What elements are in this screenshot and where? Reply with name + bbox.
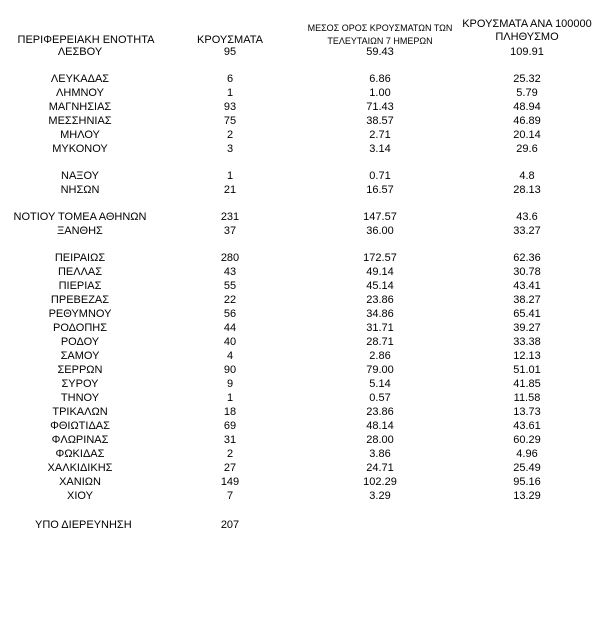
region-cell: ΠΙΕΡΙΑΣ [58,280,102,292]
header-avg7-line2: ΤΕΛΕΥΤΑΙΩΝ 7 ΗΜΕΡΩΝ [327,36,433,46]
table-row [0,321,613,335]
per100k-cell: 28.13 [513,184,541,196]
per100k-cell: 4.96 [516,448,538,460]
cases-cell: 1 [226,392,234,404]
table-row [0,100,613,114]
avg7-cell: 49.14 [366,266,394,278]
table-row [0,391,613,405]
region-cell: ΜΗΛΟΥ [60,129,100,141]
region-cell: ΣΥΡΟΥ [61,378,99,390]
table-row [0,349,613,363]
avg7-cell: 38.57 [366,115,394,127]
region-cell: ΤΗΝΟΥ [60,392,100,404]
per100k-cell: 30.78 [513,266,541,278]
region-cell: ΜΥΚΟΝΟΥ [52,143,108,155]
avg7-cell: 28.71 [366,336,394,348]
cases-cell: 90 [223,364,237,376]
region-cell: ΣΕΡΡΩΝ [57,364,103,376]
cases-cell: 37 [223,225,237,237]
table-row [0,86,613,100]
per100k-cell: 48.94 [513,101,541,113]
table-row [0,224,613,238]
region-cell: ΜΑΓΝΗΣΙΑΣ [48,101,112,113]
table-row [0,251,613,265]
per100k-cell: 38.27 [513,294,541,306]
table-row [0,419,613,433]
cases-cell: 27 [223,462,237,474]
cases-cell: 4 [226,350,234,362]
per100k-cell: 39.27 [513,322,541,334]
per100k-cell: 43.61 [513,420,541,432]
avg7-cell: 71.43 [366,101,394,113]
per100k-cell: 25.32 [513,73,541,85]
region-cell: ΠΡΕΒΕΖΑΣ [50,294,110,306]
avg7-cell: 79.00 [366,364,394,376]
avg7-cell: 24.71 [366,462,394,474]
cases-cell: 149 [220,476,240,488]
table-row [0,142,613,156]
cases-cell: 9 [226,378,234,390]
per100k-cell: 65.41 [513,308,541,320]
avg7-cell: 5.14 [369,378,391,390]
table-row [0,307,613,321]
per100k-cell: 41.85 [513,378,541,390]
per100k-cell: 95.16 [513,476,541,488]
per100k-cell: 12.13 [513,350,541,362]
table-row [0,461,613,475]
cases-cell: 1 [226,87,234,99]
avg7-cell: 36.00 [366,225,394,237]
cases-cell: 3 [226,143,234,155]
per100k-cell: 43.6 [516,211,538,223]
table-row [0,114,613,128]
region-cell: ΝΗΣΩΝ [60,184,100,196]
avg7-cell: 48.14 [366,420,394,432]
per100k-cell: 60.29 [513,434,541,446]
table-row [0,265,613,279]
cases-cell: 95 [223,46,237,58]
cases-cell: 18 [223,406,237,418]
cases-cell: 2 [226,448,234,460]
per100k-cell: 109.91 [510,46,544,58]
cases-cell: 75 [223,115,237,127]
avg7-cell: 45.14 [366,280,394,292]
region-cell: ΡΟΔΟΥ [60,336,100,348]
avg7-cell: 31.71 [366,322,394,334]
cases-cell: 31 [223,434,237,446]
region-cell: ΠΕΙΡΑΙΩΣ [54,252,106,264]
cases-cell: 2 [226,129,234,141]
region-cell: ΠΕΛΛΑΣ [57,266,103,278]
pending-cases: 207 [220,519,240,531]
cases-cell: 93 [223,101,237,113]
avg7-cell: 0.57 [369,392,391,404]
avg7-cell: 59.43 [366,46,394,58]
cases-cell: 7 [226,490,234,502]
cases-cell: 56 [223,308,237,320]
region-cell: ΝΟΤΙΟΥ ΤΟΜΕΑ ΑΘΗΝΩΝ [13,211,147,223]
avg7-cell: 3.86 [369,448,391,460]
cases-cell: 6 [226,73,234,85]
cases-cell: 44 [223,322,237,334]
table-row [0,489,613,503]
cases-cell: 21 [223,184,237,196]
per100k-cell: 62.36 [513,252,541,264]
region-cell: ΡΕΘΥΜΝΟΥ [48,308,112,320]
table-row [0,447,613,461]
table-row [0,128,613,142]
per100k-cell: 4.8 [519,170,535,182]
region-cell: ΡΟΔΟΠΗΣ [52,322,108,334]
header-per100k-line1: ΚΡΟΥΣΜΑΤΑ ΑΝΑ 100000 [462,18,592,30]
region-cell: ΤΡΙΚΑΛΩΝ [52,406,108,418]
header-cases: ΚΡΟΥΣΜΑΤΑ [197,34,263,46]
avg7-cell: 2.86 [369,350,391,362]
header-region: ΠΕΡΙΦΕΡΕΙΑΚΗ ΕΝΟΤΗΤΑ [17,34,155,46]
table-row [0,293,613,307]
avg7-cell: 1.00 [369,87,391,99]
per100k-cell: 29.6 [516,143,538,155]
region-cell: ΛΗΜΝΟΥ [56,87,104,99]
header-per100k-line2: ΠΛΗΘΥΣΜΟ [495,31,559,43]
region-cell: ΛΕΥΚΑΔΑΣ [50,73,110,85]
avg7-cell: 34.86 [366,308,394,320]
pending-row [0,518,613,532]
region-cell: ΝΑΞΟΥ [61,170,99,182]
per100k-cell: 43.41 [513,280,541,292]
per100k-cell: 33.27 [513,225,541,237]
region-cell: ΞΑΝΘΗΣ [57,225,103,237]
cases-cell: 40 [223,336,237,348]
region-cell: ΧΑΝΙΩΝ [59,476,101,488]
cases-cell: 1 [226,170,234,182]
table-row [0,475,613,489]
region-cell: ΦΛΩΡΙΝΑΣ [51,434,109,446]
region-cell: ΧΑΛΚΙΔΙΚΗΣ [47,462,113,474]
table-row [0,363,613,377]
per100k-cell: 33.38 [513,336,541,348]
avg7-cell: 3.29 [369,490,391,502]
region-cell: ΧΙΟΥ [67,490,93,502]
per100k-cell: 13.29 [513,490,541,502]
avg7-cell: 2.71 [369,129,391,141]
per100k-cell: 11.58 [513,392,541,404]
table-row [0,335,613,349]
avg7-cell: 0.71 [369,170,391,182]
region-cell: ΣΑΜΟΥ [60,350,100,362]
region-cell: ΦΘΙΩΤΙΔΑΣ [50,420,110,432]
cases-cell: 43 [223,266,237,278]
table-row [0,433,613,447]
avg7-cell: 6.86 [369,73,391,85]
cases-cell: 69 [223,420,237,432]
table-row [0,405,613,419]
avg7-cell: 23.86 [366,406,394,418]
cases-cell: 55 [223,280,237,292]
avg7-cell: 172.57 [363,252,397,264]
per100k-cell: 5.79 [516,87,538,99]
region-cell: ΛΕΣΒΟΥ [57,46,103,58]
per100k-cell: 25.49 [513,462,541,474]
per100k-cell: 13.73 [513,406,541,418]
cases-cell: 231 [220,211,240,223]
avg7-cell: 16.57 [366,184,394,196]
avg7-cell: 3.14 [369,143,391,155]
region-cell: ΦΩΚΙΔΑΣ [55,448,105,460]
table-row [0,377,613,391]
region-cell: ΜΕΣΣΗΝΙΑΣ [48,115,112,127]
pending-label: ΥΠΟ ΔΙΕΡΕΥΝΗΣΗ [35,519,132,531]
per100k-cell: 46.89 [513,115,541,127]
table-row [0,72,613,86]
table-row [0,183,613,197]
cases-cell: 22 [223,294,237,306]
table-row [0,210,613,224]
avg7-cell: 147.57 [363,211,397,223]
cases-cell: 280 [220,252,240,264]
avg7-cell: 102.29 [363,476,397,488]
table-row [0,279,613,293]
avg7-cell: 23.86 [366,294,394,306]
per100k-cell: 20.14 [513,129,541,141]
table-row [0,169,613,183]
per100k-cell: 51.01 [513,364,541,376]
table-row [0,45,613,59]
avg7-cell: 28.00 [366,434,394,446]
header-avg7-line1: ΜΕΣΟΣ ΟΡΟΣ ΚΡΟΥΣΜΑΤΩΝ ΤΩΝ [307,23,453,33]
